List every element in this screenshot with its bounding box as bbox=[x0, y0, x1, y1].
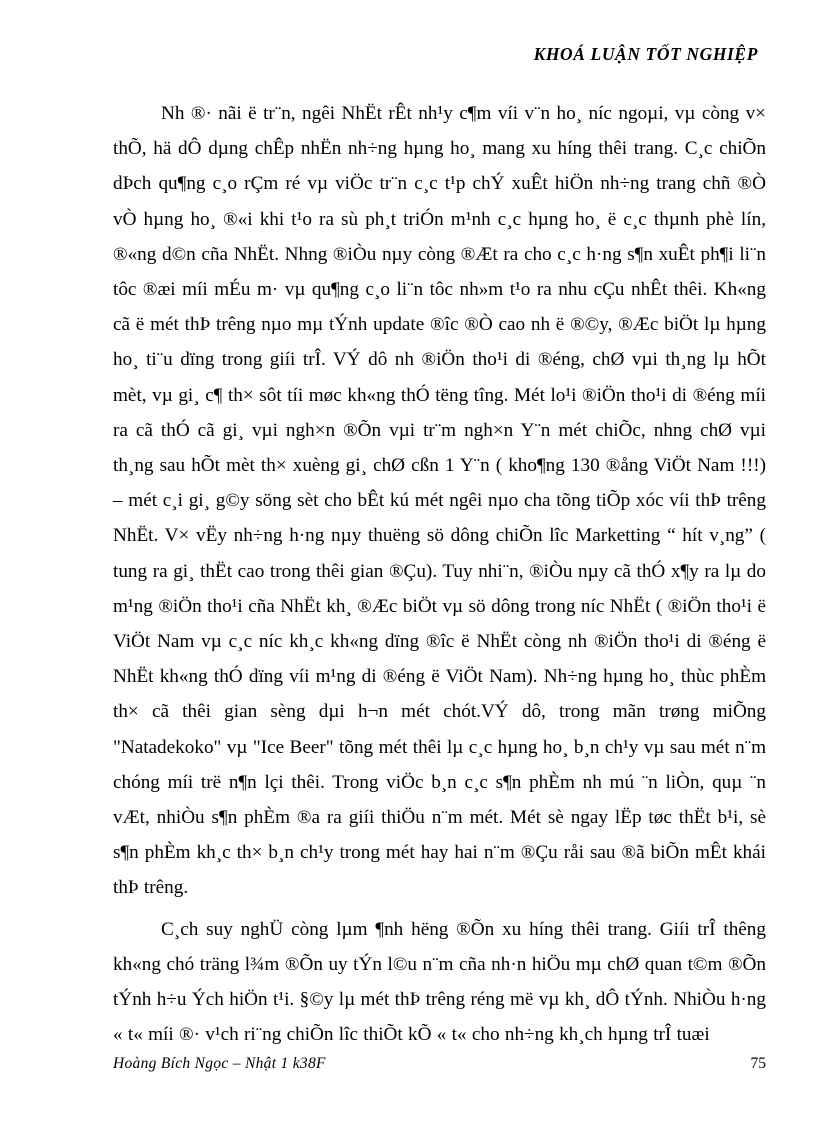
paragraph-2: C¸ch suy nghÜ còng lµm ¶nh hëng ®Õn xu híng thêi trang. Giíi trÎ thêng kh«ng chó träng l¾m ®Õn uy tÝn l©u n¨m cña nh·n hiÖu mµ chØ quan t©m ®Õn tÝnh h÷u Ých hiÖn t¹i. §©y lµ mét thÞ trêng réng më vµ kh¸ dÔ tÝnh. NhiÒu h·ng « t« míi ®· v¹ch ri¨ng chiÕn lîc thiÕt kÕ « t« cho nh÷ng kh¸ch hµng trÎ tuæi bbox=[113, 918, 766, 1046]
body-text-block bbox=[113, 96, 766, 1052]
footer-author: Hoàng Bích Ngọc – Nhật 1 k38F bbox=[113, 1055, 326, 1072]
page-footer bbox=[113, 1055, 766, 1073]
running-head: KHOÁ LUẬN TỐT NGHIỆP bbox=[533, 44, 758, 64]
page-number: 75 bbox=[750, 1055, 766, 1072]
paragraph-1: Nh ®· nãi ë tr¨n, ngêi NhËt rÊt nh¹y c¶m víi v¨n ho¸ níc ngoµi, vµ còng v× thÕ, hä dÔ dµng chÊp nhËn nh÷ng hµng ho¸ mang xu híng thêi trang. C¸c chiÕn dÞch qu¶ng c¸o rÇm ré vµ viÖc tr¨n c¸c t¹p chÝ xuÊt hiÖn nh÷ng trang chñ ®Ò vÒ hµng ho¸ ®«i khi t¹o ra sù ph¸t triÓn m¹nh c¸c hµng ho¸ ë c¸c thµnh phè lín, ®«ng d©n cña NhËt. Nhng ®iÒu nµy còng ®Æt ra cho c¸c h·ng s¶n xuÊt ph¶i li¨n tôc ®æi míi mÉu m· vµ qu¶ng c¸o li¨n tôc nh»m t¹o ra nhu cÇu nhÊt thêi. Kh«ng cã ë mét thÞ trêng nµo mµ tÝnh update ®îc ®Ò cao nh ë ®©y, ®Æc biÖt lµ hµng ho¸ ti¨u dïng trong giíi trÎ. VÝ dô nh ®iÖn tho¹i di ®éng, chØ vµi th¸ng lµ hÕt mèt, vµ gi¸ c¶ th× sôt tíi møc kh«ng thÓ tëng tîng. Mét lo¹i ®iÖn tho¹i di ®éng míi ra cã thÓ cã gi¸ vµi ngh×n ®Õn vµi tr¨m ngh×n Y¨n mét chiÕc, nhng chØ vµi th¸ng sau hÕt mèt th× xuèng gi¸ chØ cßn 1 Y¨n ( kho¶ng 130 ®ång ViÖt Nam !!!) – mét c¸i gi¸ g©y söng sèt cho bÊt kú mét ngêi nµo cha tõng tiÕp xóc víi thÞ trêng NhËt. V× vËy nh÷ng h·ng nµy thuëng sö dông chiÕn lîc Marketting “ hít v¸ng” ( tung ra gi¸ thËt cao trong thêi gian ®Çu). Tuy nhi¨n, ®iÒu nµy cã thÓ x¶y ra lµ do m¹ng ®iÖn tho¹i cña NhËt kh¸ ®Æc biÖt vµ sö dông trong níc NhËt ( ®iÖn tho¹i ë ViÖt Nam vµ c¸c níc kh¸c kh«ng dïng ®îc ë NhËt còng nh ®iÖn tho¹i di ®éng ë NhËt kh«ng thÓ dïng víi m¹ng di ®éng ë ViÖt Nam). Nh÷ng hµng ho¸ thùc phÈm th× cã thêi gian sèng dµi h¬n mét chót.VÝ dô, trong mãn trøng miÕng "Natadekoko" vµ "Ice Beer" tõng mét thêi lµ c¸c hµng ho¸ b¸n ch¹y vµ sau mét n¨m chóng míi trë n¶n lçi thêi. Trong viÖc b¸n c¸c s¶n phÈm nh mú ¨n liÒn, quµ ¨n vÆt, nhiÒu s¶n phÈm ®a ra giíi thiÖu n¨m mét. Mét sè ngay lËp tøc thËt b¹i, sè s¶n phÈm kh¸c th× b¸n ch¹y trong mét hay hai n¨m ®Çu råi sau ®ã biÕn mÊt khái thÞ trêng. bbox=[113, 103, 766, 899]
